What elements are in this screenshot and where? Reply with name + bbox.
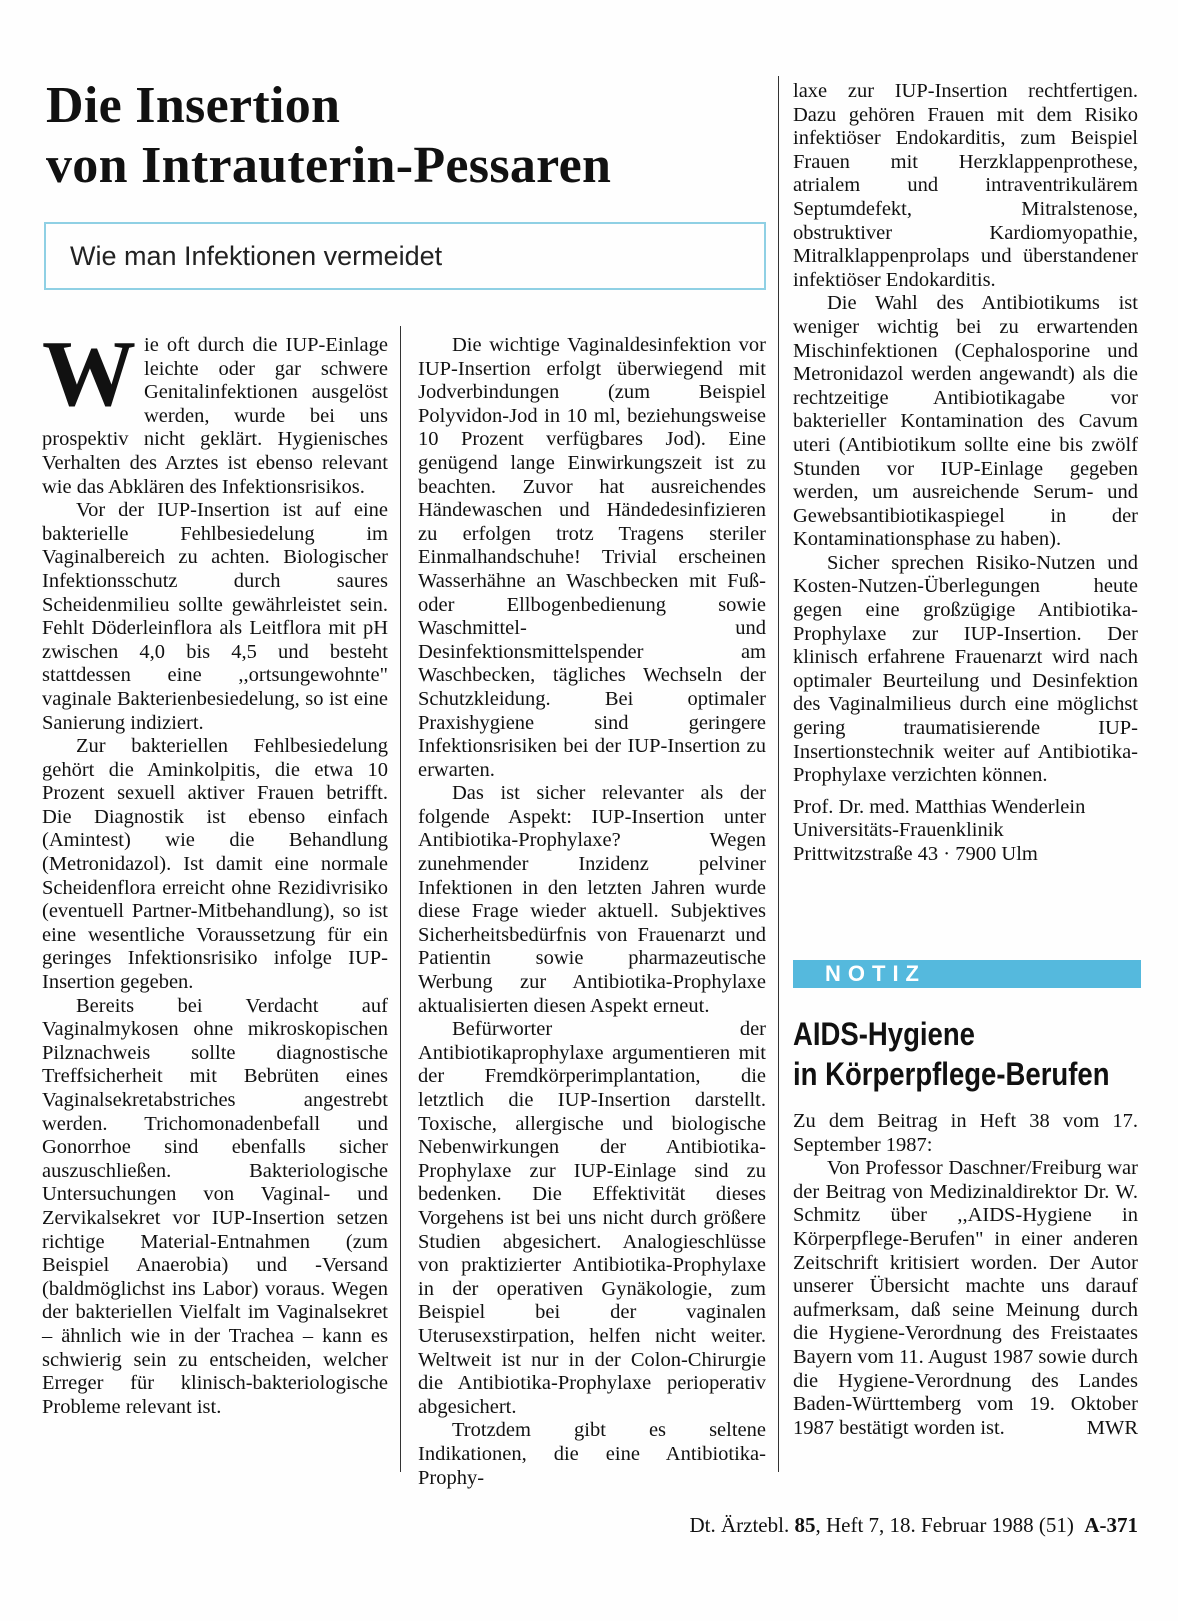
title-line-2: von Intrauterin-Pessaren bbox=[46, 137, 612, 194]
footer-journal: Dt. Ärztebl. bbox=[689, 1513, 790, 1537]
paragraph: Die Wahl des Antibiotikums ist weniger wichtig bei zu erwartenden Mischinfektionen (Cephalosporine und Metronidazol werden angewandt) als die rechtzeitige Antibiotikagabe vor bakterieller Kontamination des Cavum uteri (Antibiotikum sollte eine bis zwölf Stunden vor IUP-Einlage gegeben werden, um ausreichende Serum- und Gewebsantibiotikaspiegel in der Kontaminationsphase zu haben). bbox=[793, 292, 1138, 551]
article-column-2 bbox=[418, 334, 766, 1490]
paragraph-text: ie oft durch die IUP-Einlage leichte oder gar schwere Genitalinfektionen ausgelöst werden, wurde bei uns prospektiv nicht geklärt. Hygienisches Verhalten des Arztes ist ebenso relevant wie das Abklären des Infektionsrisikos. bbox=[42, 334, 388, 498]
paragraph: Zur bakteriellen Fehlbesiedelung gehört die Aminkolpitis, die etwa 10 Prozent sexuell aktiver Frauen betrifft. Die Diagnostik ist ebenso einfach (Amintest) wie die Behandlung (Metronidazol). Ist damit eine normale Scheidenflora erreicht ohne Rezidivrisiko (eventuell Partner-Mitbehandlung), so ist eine wesentliche Voraussetzung für ein geringes Infektionsrisiko infolge IUP-Insertion gegeben. bbox=[42, 735, 388, 994]
article-column-1 bbox=[42, 322, 388, 1419]
author-address: Prittwitzstraße 43 · 7900 Ulm bbox=[793, 843, 1038, 865]
paragraph: Vor der IUP-Insertion ist auf eine bakterielle Fehlbesiedelung im Vaginalbereich zu achten. Biologischer Infektionsschutz durch saures Scheidenmilieu sollte gewährleistet sein. Fehlt Döderleinflora als Leitflora mit pH zwischen 4,0 bis 4,5 und besteht stattdessen eine ,,ortsungewohnte" vaginale Bakterienbesiedelung, so ist eine Sanierung indiziert. bbox=[42, 499, 388, 734]
article-column-3 bbox=[793, 80, 1138, 867]
paragraph: Befürworter der Antibiotikaprophylaxe argumentieren mit der Fremdkörperimplantation, die letztlich die IUP-Insertion darstellt. Toxische, allergische und biologische Nebenwirkungen der Antibiotika-Prophylaxe zur IUP-Einlage sind zu bedenken. Die Effektivität dieses Vorgehens ist bei uns nicht durch größere Studien abgesichert. Analogieschlüsse von praktizierter Antibiotika-Prophylaxe in der operativen Gynäkologie, zum Beispiel bei der vaginalen Uterusexstirpation, helfen nicht weiter. Weltweit ist nur in der Colon-Chirurgie die Antibiotika-Prophylaxe perioperativ abgesichert. bbox=[418, 1018, 766, 1418]
notiz-label: NOTIZ bbox=[793, 960, 1141, 988]
paragraph: Sicher sprechen Risiko-Nutzen und Kosten-Nutzen-Überlegungen heute gegen eine großzügige Antibiotika-Prophylaxe zur IUP-Insertion. Der klinisch erfahrene Frauenarzt wird nach optimaler Beurteilung und Desinfektion des Vaginalmilieus durch eine möglichst gering traumatisierende IUP-Insertionstechnik weiter auf Antibiotika-Prophylaxe verzichten können. bbox=[793, 551, 1138, 787]
notiz-body-text: Von Professor Daschner/Freiburg war der Beitrag von Medizinaldirektor Dr. W. Schmitz über ,,AIDS-Hygiene in Körperpflege-Berufen" in einer anderen Zeitschrift kritisiert worden. Der Autor unserer Übersicht machte uns darauf aufmerksam, daß seine Meinung durch die Hygiene-Verordnung des Freistaates Bayern vom 11. August 1987 sowie durch die Hygiene-Verordnung des Landes Baden-Württemberg vom 19. Oktober 1987 bestätigt worden ist. bbox=[793, 1157, 1138, 1439]
title-line-1: Die Insertion bbox=[46, 77, 341, 134]
notiz-title-line-1: AIDS-Hygiene bbox=[793, 1016, 975, 1052]
footer-issue: , Heft 7, 18. Februar 1988 (51) bbox=[815, 1513, 1074, 1537]
page-footer bbox=[689, 1513, 1138, 1538]
drop-cap: W bbox=[42, 322, 136, 426]
notiz-title bbox=[793, 1014, 1110, 1094]
paragraph: laxe zur IUP-Insertion rechtfertigen. Dazu gehören Frauen mit dem Risiko infektiöser Endokarditis, zum Beispiel Frauen mit Herzklappenprothese, atrialem und intraventrikulärem Septumdefekt, Mitralstenose, obstruktiver Kardiomyopathie, Mitralklappenprolaps und überstandener infektiöser Endokarditis. bbox=[793, 80, 1138, 291]
paragraph: Das ist sicher relevanter als der folgende Aspekt: IUP-Insertion unter Antibiotika-Prophylaxe? Wegen zunehmender Inzidenz pelviner Infektionen in den letzten Jahren wurde diese Frage wieder aktuell. Subjektives Sicherheitsbedürfnis von Frauenarzt und Patientin sowie pharmazeutische Werbung zur Antibiotika-Prophylaxe aktualisierten diesen Aspekt erneut. bbox=[418, 782, 766, 1017]
subtitle-box bbox=[44, 222, 766, 290]
notiz-author-tag: MWR bbox=[1086, 1416, 1138, 1439]
paragraph bbox=[42, 322, 388, 499]
paragraph: Trotzdem gibt es seltene Indikationen, die eine Antibiotika-Prophy- bbox=[418, 1419, 766, 1489]
notiz-body bbox=[793, 1157, 1138, 1440]
author-institution: Universitäts-Frauenklinik bbox=[793, 819, 1004, 842]
subtitle: Wie man Infektionen vermeidet bbox=[70, 240, 443, 271]
notiz-intro: Zu dem Beitrag in Heft 38 vom 17. September 1987: bbox=[793, 1110, 1138, 1156]
column-rule-1 bbox=[400, 326, 401, 1472]
notiz-column bbox=[793, 1110, 1138, 1440]
footer-page: A-371 bbox=[1084, 1513, 1138, 1537]
paragraph: Die wichtige Vaginaldesinfektion vor IUP-Insertion erfolgt überwiegend mit Jodverbindungen (zum Beispiel Polyvidon-Jod in 10 ml, beziehungsweise 10 Prozent verfügbares Jod). Eine genügend lange Einwirkungszeit ist zu beachten. Zuvor hat ausreichendes Händewaschen und Händedesinfizieren zu erfolgen trotz Tragens steriler Einmalhandschuhe! Trivial erscheinen Wasserhähne an Waschbecken mit Fuß- oder Ellbogenbedienung sowie Waschmittel- und Desinfektionsmittelspender am Waschbecken, tägliches Wechseln der Schutzkleidung. Bei optimaler Praxishygiene sind geringere Infektionsrisiken bei der IUP-Insertion zu erwarten. bbox=[418, 334, 766, 781]
column-rule-2 bbox=[778, 76, 779, 1472]
paragraph: Bereits bei Verdacht auf Vaginalmykosen ohne mikroskopischen Pilznachweis sollte diagnostische Treffsicherheit mit Bebrüten eines Vaginalsekretabstriches angestrebt werden. Trichomonadenbefall und Gonorrhoe sind ebenfalls sicher auszuschließen. Bakteriologische Untersuchungen von Vaginal- und Zervikalsekret vor IUP-Insertion setzen richtige Material-Entnahmen (zum Beispiel Anaerobia) und -Versand (baldmöglichst ins Labor) voraus. Wegen der bakteriellen Vielfalt im Vaginalsekret – ähnlich wie in der Trachea – kann es schwierig sein zu entscheiden, welcher Erreger für klinisch-bakteriologische Probleme relevant ist. bbox=[42, 994, 388, 1418]
author-signature bbox=[793, 796, 1138, 867]
notiz-title-line-2: in Körperpflege-Berufen bbox=[793, 1056, 1110, 1092]
article-title bbox=[46, 76, 766, 196]
author-name: Prof. Dr. med. Matthias Wenderlein bbox=[793, 795, 1086, 818]
footer-volume: 85 bbox=[794, 1513, 816, 1537]
